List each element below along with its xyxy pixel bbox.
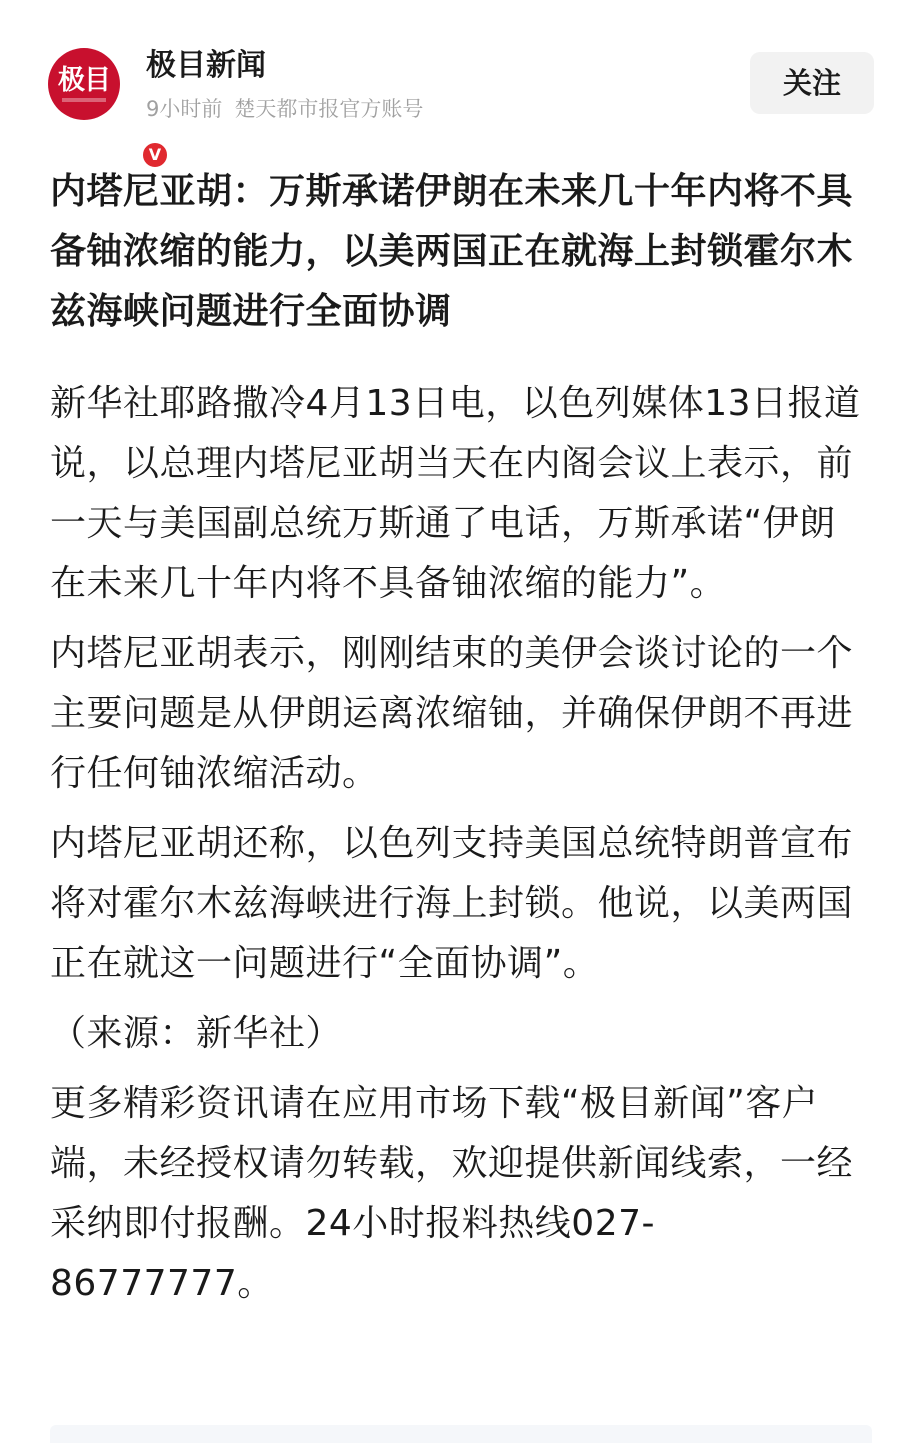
next-section-edge: [50, 1425, 872, 1443]
article-headline: 内塔尼亚胡：万斯承诺伊朗在未来几十年内将不具备铀浓缩的能力，以美两国正在就海上封锁霍尔木兹海峡问题进行全面协调: [50, 171, 854, 332]
article-paragraph: 内塔尼亚胡表示，刚刚结束的美伊会谈讨论的一个主要问题是从伊朗运离浓缩铀，并确保伊朗不再进行任何铀浓缩活动。: [50, 633, 854, 794]
article-footer-note: 更多精彩资讯请在应用市场下载“极目新闻”客户端，未经授权请勿转载，欢迎提供新闻线索，一经采纳即付报酬。24小时报料热线027-86777777。: [50, 1083, 854, 1304]
account-description: 楚天都市报官方账号: [234, 97, 424, 121]
article-body: [50, 162, 862, 1314]
account-avatar[interactable]: [48, 48, 162, 164]
post-header: [0, 0, 922, 164]
post-time: 9小时前: [146, 97, 223, 121]
avatar-logo-text: 极目: [58, 65, 110, 96]
account-name[interactable]: 极目新闻: [146, 48, 266, 83]
post-meta: [146, 94, 423, 124]
avatar-logo-stripe: [62, 98, 106, 102]
article-paragraph: 内塔尼亚胡还称，以色列支持美国总统特朗普宣布将对霍尔木兹海峡进行海上封锁。他说，以美两国正在就这一问题进行“全面协调”。: [50, 823, 854, 984]
verified-badge-icon: V: [140, 140, 170, 170]
article-source: （来源：新华社）: [50, 1013, 343, 1054]
article-paragraph: 新华社耶路撒冷4月13日电，以色列媒体13日报道说，以总理内塔尼亚胡当天在内阁会议上表示，前一天与美国副总统万斯通了电话，万斯承诺“伊朗在未来几十年内将不具备铀浓缩的能力”。: [50, 383, 861, 604]
follow-button[interactable]: 关注: [750, 52, 874, 114]
